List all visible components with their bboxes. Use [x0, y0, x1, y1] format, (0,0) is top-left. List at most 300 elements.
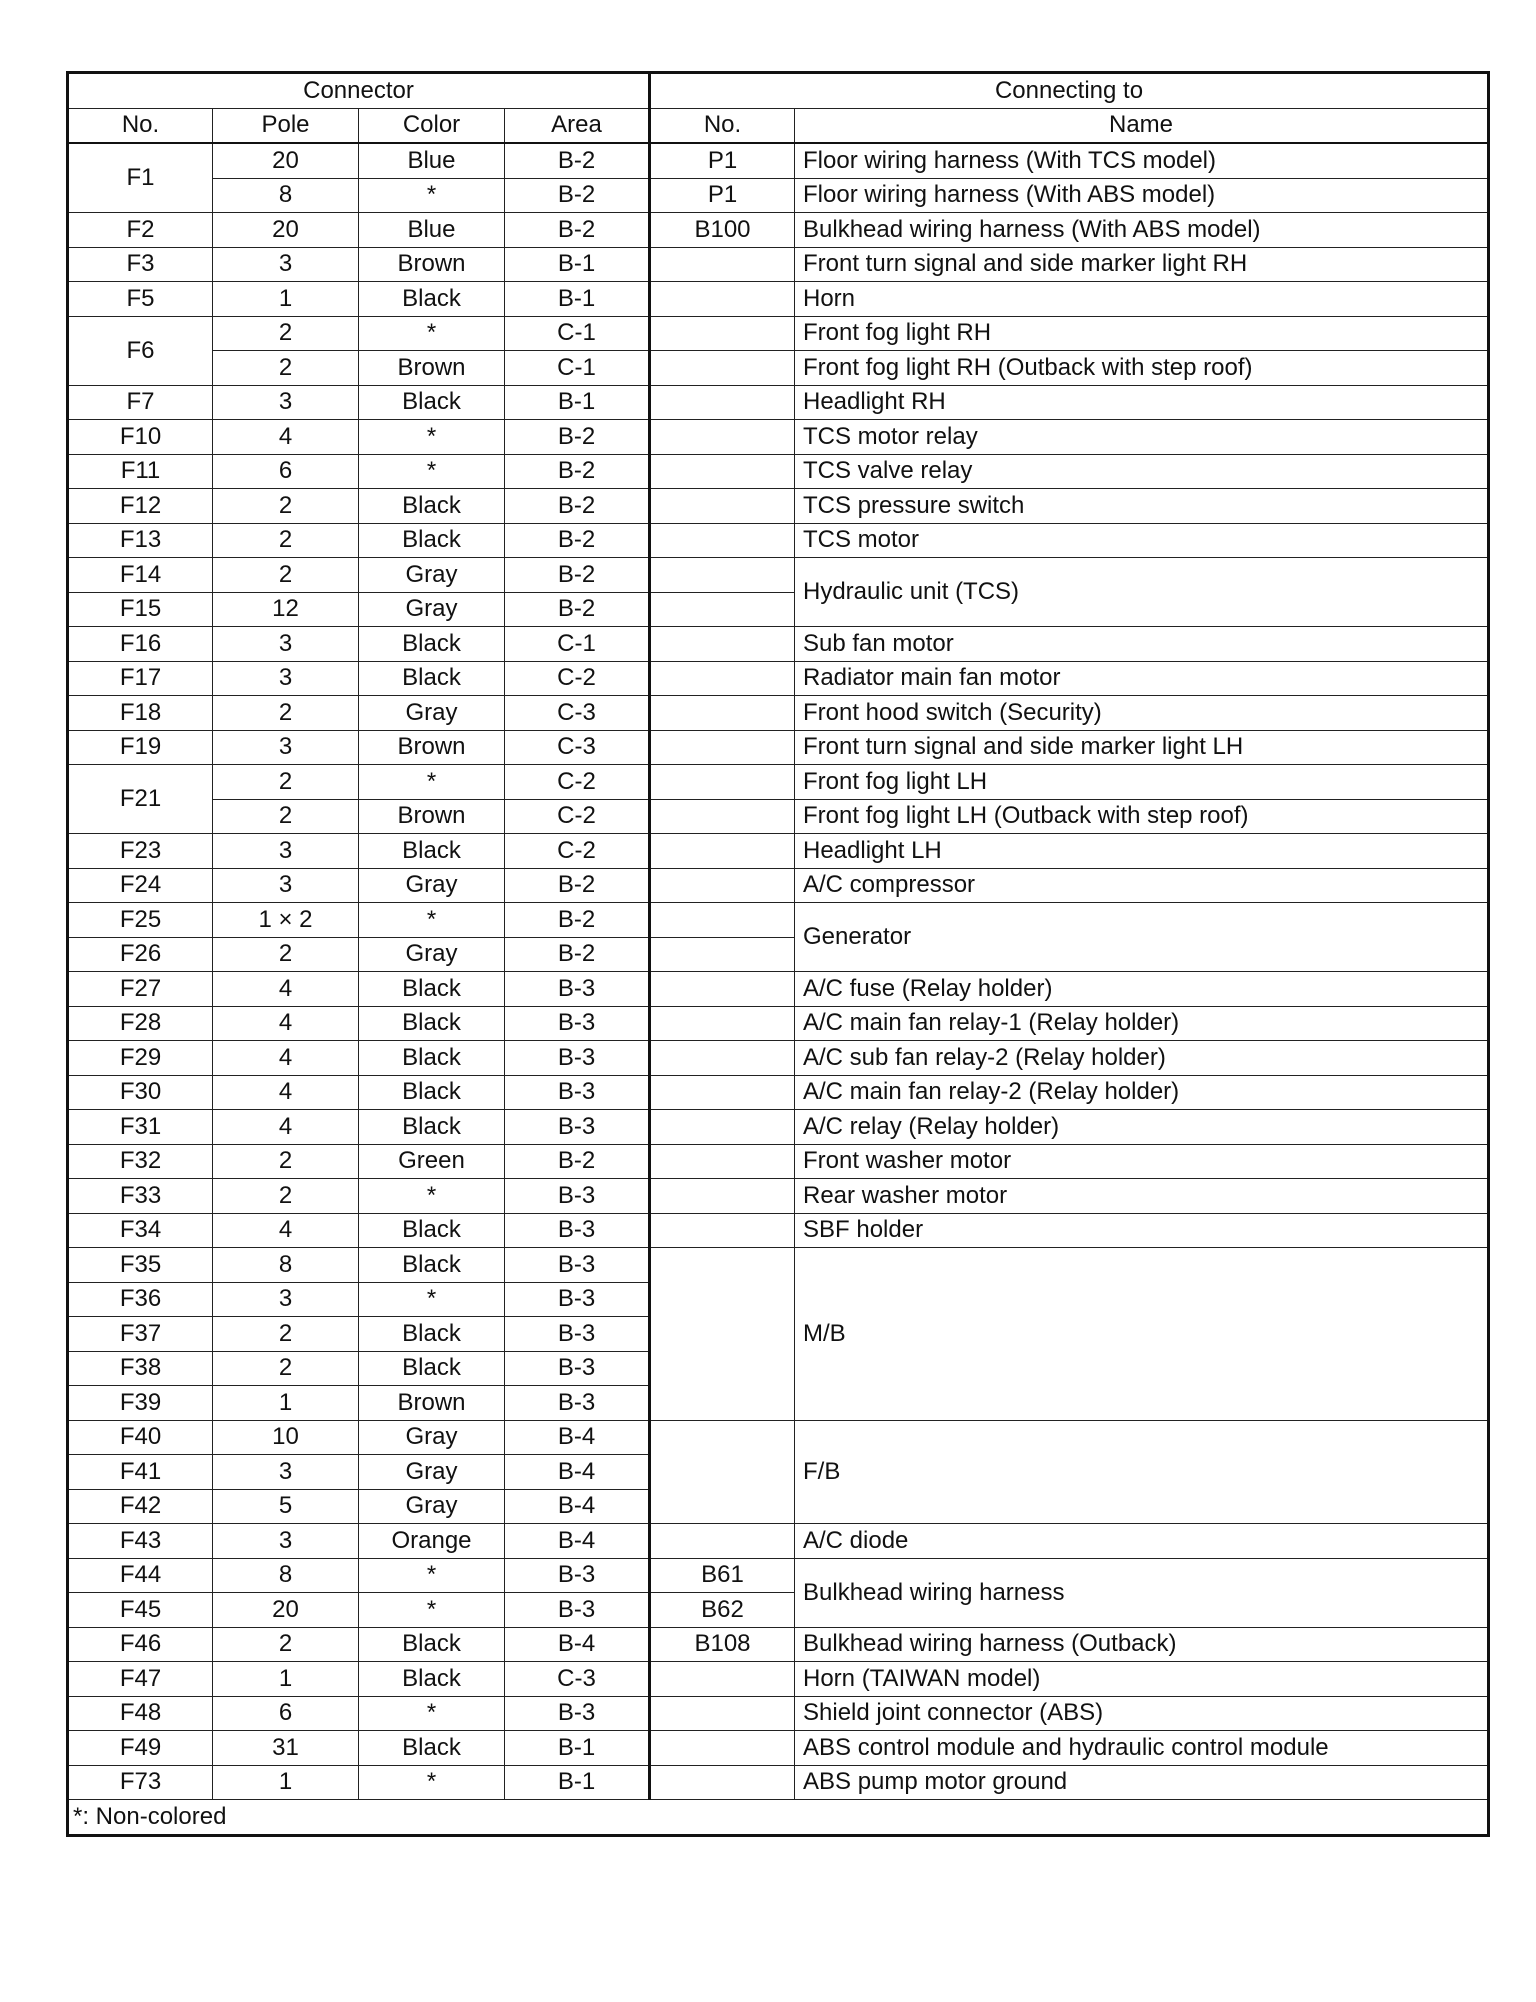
connecting-name-cell: Rear washer motor — [795, 1179, 1489, 1214]
table-row — [68, 730, 1489, 765]
color-cell: Black — [359, 972, 505, 1007]
color-cell: * — [359, 1179, 505, 1214]
connector-no-cell: F38 — [68, 1351, 213, 1386]
color-cell: Orange — [359, 1524, 505, 1559]
area-cell: B-4 — [505, 1489, 650, 1524]
connector-no-cell: F30 — [68, 1075, 213, 1110]
connecting-no-cell — [650, 247, 795, 282]
connecting-name-cell: A/C fuse (Relay holder) — [795, 972, 1489, 1007]
area-cell: B-1 — [505, 1765, 650, 1800]
area-cell: B-2 — [505, 454, 650, 489]
connector-no-cell: F10 — [68, 420, 213, 455]
connector-no-cell: F17 — [68, 661, 213, 696]
connecting-no-cell — [650, 282, 795, 317]
table-row — [68, 454, 1489, 489]
connecting-name-cell: A/C main fan relay-2 (Relay holder) — [795, 1075, 1489, 1110]
pole-cell: 20 — [213, 1593, 359, 1628]
pole-cell: 2 — [213, 1317, 359, 1352]
connecting-no-cell — [650, 1248, 795, 1421]
color-cell: * — [359, 1765, 505, 1800]
connecting-no-cell — [650, 765, 795, 800]
connector-no-cell: F31 — [68, 1110, 213, 1145]
color-cell: * — [359, 454, 505, 489]
table-row — [68, 1075, 1489, 1110]
table-row — [68, 627, 1489, 662]
connecting-name-cell: Front fog light LH (Outback with step roof) — [795, 799, 1489, 834]
connecting-no-cell — [650, 420, 795, 455]
color-cell: Gray — [359, 868, 505, 903]
connector-no-cell: F41 — [68, 1455, 213, 1490]
connector-no-cell: F15 — [68, 592, 213, 627]
connector-no-cell: F14 — [68, 558, 213, 593]
table-row — [68, 1041, 1489, 1076]
connector-no-cell: F23 — [68, 834, 213, 869]
connecting-no-cell — [650, 1179, 795, 1214]
connecting-name-cell: ABS pump motor ground — [795, 1765, 1489, 1800]
pole-cell: 2 — [213, 765, 359, 800]
connector-no-cell: F29 — [68, 1041, 213, 1076]
connector-no-cell: F6 — [68, 316, 213, 385]
area-cell: B-3 — [505, 1386, 650, 1421]
connecting-no-cell: B61 — [650, 1558, 795, 1593]
pole-cell: 3 — [213, 868, 359, 903]
connecting-name-cell: TCS pressure switch — [795, 489, 1489, 524]
color-cell: * — [359, 903, 505, 938]
connecting-name-cell: Hydraulic unit (TCS) — [795, 558, 1489, 627]
table-row — [68, 247, 1489, 282]
pole-cell: 20 — [213, 213, 359, 248]
color-cell: * — [359, 765, 505, 800]
connecting-name-cell: Floor wiring harness (With TCS model) — [795, 143, 1489, 178]
connecting-no-cell — [650, 1731, 795, 1766]
color-cell: * — [359, 1696, 505, 1731]
area-cell: B-2 — [505, 213, 650, 248]
pole-cell: 4 — [213, 1075, 359, 1110]
connecting-name-cell: Front fog light RH — [795, 316, 1489, 351]
connector-no-cell: F47 — [68, 1662, 213, 1697]
connecting-name-cell: Front turn signal and side marker light RH — [795, 247, 1489, 282]
color-cell: Gray — [359, 1455, 505, 1490]
connecting-name-cell: TCS motor — [795, 523, 1489, 558]
area-cell: B-2 — [505, 558, 650, 593]
pole-cell: 2 — [213, 351, 359, 386]
area-cell: C-2 — [505, 799, 650, 834]
area-cell: B-2 — [505, 592, 650, 627]
table-row — [68, 903, 1489, 938]
color-cell: Black — [359, 523, 505, 558]
connecting-name-cell: Front hood switch (Security) — [795, 696, 1489, 731]
connecting-name-cell: Headlight RH — [795, 385, 1489, 420]
pole-cell: 8 — [213, 1248, 359, 1283]
connector-no-cell: F44 — [68, 1558, 213, 1593]
connector-no-cell: F13 — [68, 523, 213, 558]
color-cell: Brown — [359, 247, 505, 282]
table-row — [68, 558, 1489, 593]
connecting-no-cell — [650, 1075, 795, 1110]
color-cell: Brown — [359, 799, 505, 834]
connector-no-cell: F24 — [68, 868, 213, 903]
table-row — [68, 1627, 1489, 1662]
table-row — [68, 868, 1489, 903]
pole-cell: 3 — [213, 627, 359, 662]
table-row — [68, 489, 1489, 524]
table-row — [68, 1110, 1489, 1145]
table-row — [68, 696, 1489, 731]
pole-cell: 8 — [213, 178, 359, 213]
connecting-no-cell — [650, 454, 795, 489]
connecting-name-cell: Front fog light RH (Outback with step roof) — [795, 351, 1489, 386]
area-cell: B-3 — [505, 1351, 650, 1386]
connecting-no-cell — [650, 1765, 795, 1800]
table-row — [68, 1179, 1489, 1214]
connecting-no-cell — [650, 1213, 795, 1248]
area-cell: B-4 — [505, 1420, 650, 1455]
header-area: Area — [505, 108, 650, 143]
connector-no-cell: F3 — [68, 247, 213, 282]
area-cell: B-3 — [505, 1282, 650, 1317]
pole-cell: 2 — [213, 1179, 359, 1214]
connecting-no-cell — [650, 627, 795, 662]
table-row — [68, 1731, 1489, 1766]
connecting-no-cell — [650, 834, 795, 869]
color-cell: Black — [359, 1627, 505, 1662]
header-no: No. — [68, 108, 213, 143]
connector-table-page — [66, 71, 1490, 1837]
connecting-name-cell: A/C diode — [795, 1524, 1489, 1559]
connecting-no-cell — [650, 1041, 795, 1076]
color-cell: * — [359, 1282, 505, 1317]
pole-cell: 3 — [213, 247, 359, 282]
area-cell: B-3 — [505, 1593, 650, 1628]
area-cell: B-3 — [505, 1179, 650, 1214]
pole-cell: 10 — [213, 1420, 359, 1455]
connector-no-cell: F39 — [68, 1386, 213, 1421]
table-row — [68, 1213, 1489, 1248]
connecting-no-cell — [650, 1420, 795, 1524]
color-cell: Brown — [359, 351, 505, 386]
pole-cell: 2 — [213, 799, 359, 834]
connecting-name-cell: M/B — [795, 1248, 1489, 1421]
color-cell: Gray — [359, 1489, 505, 1524]
connector-no-cell: F36 — [68, 1282, 213, 1317]
table-row — [68, 1662, 1489, 1697]
color-cell: Black — [359, 1731, 505, 1766]
table-row — [68, 1558, 1489, 1593]
pole-cell: 2 — [213, 558, 359, 593]
pole-cell: 3 — [213, 834, 359, 869]
pole-cell: 4 — [213, 1110, 359, 1145]
pole-cell: 1 — [213, 1662, 359, 1697]
connector-no-cell: F43 — [68, 1524, 213, 1559]
connecting-no-cell: B62 — [650, 1593, 795, 1628]
connecting-name-cell: Floor wiring harness (With ABS model) — [795, 178, 1489, 213]
connector-no-cell: F28 — [68, 1006, 213, 1041]
table-row — [68, 282, 1489, 317]
pole-cell: 3 — [213, 385, 359, 420]
area-cell: B-3 — [505, 1696, 650, 1731]
connecting-no-cell — [650, 1662, 795, 1697]
connecting-name-cell: SBF holder — [795, 1213, 1489, 1248]
connecting-no-cell — [650, 937, 795, 972]
connecting-no-cell: B108 — [650, 1627, 795, 1662]
pole-cell: 31 — [213, 1731, 359, 1766]
connecting-name-cell: Front washer motor — [795, 1144, 1489, 1179]
color-cell: Black — [359, 1110, 505, 1145]
color-cell: Black — [359, 489, 505, 524]
area-cell: B-2 — [505, 868, 650, 903]
color-cell: Black — [359, 627, 505, 662]
area-cell: B-2 — [505, 903, 650, 938]
color-cell: Black — [359, 834, 505, 869]
color-cell: Brown — [359, 730, 505, 765]
connecting-no-cell: P1 — [650, 143, 795, 178]
area-cell: B-1 — [505, 385, 650, 420]
color-cell: * — [359, 420, 505, 455]
area-cell: C-3 — [505, 696, 650, 731]
table-row — [68, 1765, 1489, 1800]
column-header-row — [68, 108, 1489, 143]
connector-no-cell: F73 — [68, 1765, 213, 1800]
table-row — [68, 420, 1489, 455]
table-row — [68, 523, 1489, 558]
pole-cell: 3 — [213, 1455, 359, 1490]
connector-no-cell: F7 — [68, 385, 213, 420]
pole-cell: 6 — [213, 1696, 359, 1731]
color-cell: Green — [359, 1144, 505, 1179]
connecting-name-cell: Front turn signal and side marker light LH — [795, 730, 1489, 765]
pole-cell: 20 — [213, 143, 359, 178]
connecting-no-cell — [650, 1110, 795, 1145]
connecting-name-cell: TCS valve relay — [795, 454, 1489, 489]
connecting-no-cell — [650, 696, 795, 731]
connecting-name-cell: Generator — [795, 903, 1489, 972]
connecting-no-cell — [650, 972, 795, 1007]
area-cell: B-2 — [505, 937, 650, 972]
table-row — [68, 385, 1489, 420]
connector-no-cell: F25 — [68, 903, 213, 938]
connecting-no-cell — [650, 385, 795, 420]
area-cell: B-3 — [505, 1213, 650, 1248]
connecting-no-cell — [650, 489, 795, 524]
connector-no-cell: F45 — [68, 1593, 213, 1628]
connector-no-cell: F19 — [68, 730, 213, 765]
color-cell: Black — [359, 661, 505, 696]
area-cell: C-3 — [505, 1662, 650, 1697]
pole-cell: 2 — [213, 523, 359, 558]
color-cell: Black — [359, 1248, 505, 1283]
color-cell: * — [359, 316, 505, 351]
table-row — [68, 1696, 1489, 1731]
connecting-name-cell: Horn — [795, 282, 1489, 317]
connecting-name-cell: A/C main fan relay-1 (Relay holder) — [795, 1006, 1489, 1041]
connecting-no-cell — [650, 661, 795, 696]
area-cell: B-3 — [505, 1006, 650, 1041]
area-cell: B-2 — [505, 143, 650, 178]
pole-cell: 1 — [213, 282, 359, 317]
connecting-name-cell: Front fog light LH — [795, 765, 1489, 800]
color-cell: Gray — [359, 937, 505, 972]
pole-cell: 6 — [213, 454, 359, 489]
pole-cell: 2 — [213, 316, 359, 351]
connecting-no-cell: P1 — [650, 178, 795, 213]
color-cell: Black — [359, 1351, 505, 1386]
area-cell: C-2 — [505, 834, 650, 869]
connecting-name-cell: Shield joint connector (ABS) — [795, 1696, 1489, 1731]
footnote: *: Non-colored — [68, 1800, 1489, 1836]
area-cell: B-3 — [505, 972, 650, 1007]
color-cell: Gray — [359, 558, 505, 593]
table-row — [68, 316, 1489, 351]
area-cell: B-1 — [505, 282, 650, 317]
footnote-row — [68, 1800, 1489, 1836]
color-cell: Black — [359, 1006, 505, 1041]
color-cell: Brown — [359, 1386, 505, 1421]
connecting-no-cell — [650, 351, 795, 386]
area-cell: B-2 — [505, 489, 650, 524]
connector-no-cell: F42 — [68, 1489, 213, 1524]
table-row — [68, 661, 1489, 696]
table-row — [68, 799, 1489, 834]
connector-no-cell: F37 — [68, 1317, 213, 1352]
connecting-no-cell — [650, 316, 795, 351]
area-cell: B-2 — [505, 1144, 650, 1179]
pole-cell: 3 — [213, 1282, 359, 1317]
connector-no-cell: F21 — [68, 765, 213, 834]
connecting-no-cell — [650, 1006, 795, 1041]
header-connector: Connector — [68, 73, 650, 109]
connector-table — [66, 71, 1490, 1837]
pole-cell: 8 — [213, 1558, 359, 1593]
connecting-no-cell — [650, 1696, 795, 1731]
connector-no-cell: F33 — [68, 1179, 213, 1214]
pole-cell: 2 — [213, 1144, 359, 1179]
connecting-name-cell: A/C sub fan relay-2 (Relay holder) — [795, 1041, 1489, 1076]
connector-no-cell: F1 — [68, 143, 213, 213]
header-name: Name — [795, 108, 1489, 143]
connecting-no-cell — [650, 558, 795, 593]
area-cell: C-2 — [505, 765, 650, 800]
pole-cell: 3 — [213, 1524, 359, 1559]
connector-no-cell: F16 — [68, 627, 213, 662]
pole-cell: 4 — [213, 1213, 359, 1248]
connecting-name-cell: Bulkhead wiring harness — [795, 1558, 1489, 1627]
connector-no-cell: F11 — [68, 454, 213, 489]
pole-cell: 2 — [213, 1351, 359, 1386]
connector-no-cell: F2 — [68, 213, 213, 248]
area-cell: B-2 — [505, 523, 650, 558]
header-color: Color — [359, 108, 505, 143]
connecting-no-cell — [650, 868, 795, 903]
header-to-no: No. — [650, 108, 795, 143]
group-header-row — [68, 73, 1489, 109]
color-cell: * — [359, 1593, 505, 1628]
pole-cell: 2 — [213, 696, 359, 731]
connecting-name-cell: Radiator main fan motor — [795, 661, 1489, 696]
pole-cell: 2 — [213, 489, 359, 524]
color-cell: * — [359, 1558, 505, 1593]
pole-cell: 1 — [213, 1386, 359, 1421]
color-cell: Black — [359, 1317, 505, 1352]
pole-cell: 5 — [213, 1489, 359, 1524]
connecting-no-cell — [650, 523, 795, 558]
color-cell: Gray — [359, 696, 505, 731]
table-row — [68, 1248, 1489, 1283]
color-cell: Blue — [359, 143, 505, 178]
color-cell: Black — [359, 1075, 505, 1110]
connecting-no-cell — [650, 903, 795, 938]
connector-no-cell: F34 — [68, 1213, 213, 1248]
pole-cell: 4 — [213, 972, 359, 1007]
pole-cell: 1 × 2 — [213, 903, 359, 938]
pole-cell: 4 — [213, 1006, 359, 1041]
connector-no-cell: F12 — [68, 489, 213, 524]
pole-cell: 3 — [213, 661, 359, 696]
table-row — [68, 1420, 1489, 1455]
area-cell: C-2 — [505, 661, 650, 696]
area-cell: B-1 — [505, 1731, 650, 1766]
table-row — [68, 1144, 1489, 1179]
pole-cell: 12 — [213, 592, 359, 627]
color-cell: * — [359, 178, 505, 213]
table-row — [68, 972, 1489, 1007]
connector-no-cell: F35 — [68, 1248, 213, 1283]
color-cell: Black — [359, 1213, 505, 1248]
connecting-no-cell — [650, 592, 795, 627]
connecting-name-cell: F/B — [795, 1420, 1489, 1524]
area-cell: B-3 — [505, 1248, 650, 1283]
table-row — [68, 1006, 1489, 1041]
color-cell: Gray — [359, 1420, 505, 1455]
connector-no-cell: F49 — [68, 1731, 213, 1766]
table-row — [68, 143, 1489, 178]
color-cell: Gray — [359, 592, 505, 627]
connector-no-cell: F5 — [68, 282, 213, 317]
pole-cell: 2 — [213, 1627, 359, 1662]
area-cell: B-1 — [505, 247, 650, 282]
connector-no-cell: F32 — [68, 1144, 213, 1179]
color-cell: Black — [359, 1041, 505, 1076]
connecting-name-cell: Sub fan motor — [795, 627, 1489, 662]
connecting-name-cell: A/C relay (Relay holder) — [795, 1110, 1489, 1145]
area-cell: B-4 — [505, 1455, 650, 1490]
connecting-name-cell: Horn (TAIWAN model) — [795, 1662, 1489, 1697]
connecting-no-cell — [650, 730, 795, 765]
connecting-no-cell — [650, 1144, 795, 1179]
area-cell: B-4 — [505, 1627, 650, 1662]
table-row — [68, 765, 1489, 800]
area-cell: B-3 — [505, 1075, 650, 1110]
area-cell: B-3 — [505, 1110, 650, 1145]
area-cell: C-1 — [505, 627, 650, 662]
connector-no-cell: F40 — [68, 1420, 213, 1455]
table-row — [68, 1524, 1489, 1559]
connecting-no-cell: B100 — [650, 213, 795, 248]
area-cell: B-3 — [505, 1317, 650, 1352]
table-row — [68, 351, 1489, 386]
area-cell: C-1 — [505, 351, 650, 386]
area-cell: C-3 — [505, 730, 650, 765]
connecting-name-cell: Bulkhead wiring harness (With ABS model) — [795, 213, 1489, 248]
color-cell: Black — [359, 282, 505, 317]
area-cell: C-1 — [505, 316, 650, 351]
connecting-name-cell: Headlight LH — [795, 834, 1489, 869]
connecting-no-cell — [650, 799, 795, 834]
table-row — [68, 834, 1489, 869]
area-cell: B-2 — [505, 420, 650, 455]
connecting-name-cell: A/C compressor — [795, 868, 1489, 903]
table-row — [68, 178, 1489, 213]
header-pole: Pole — [213, 108, 359, 143]
